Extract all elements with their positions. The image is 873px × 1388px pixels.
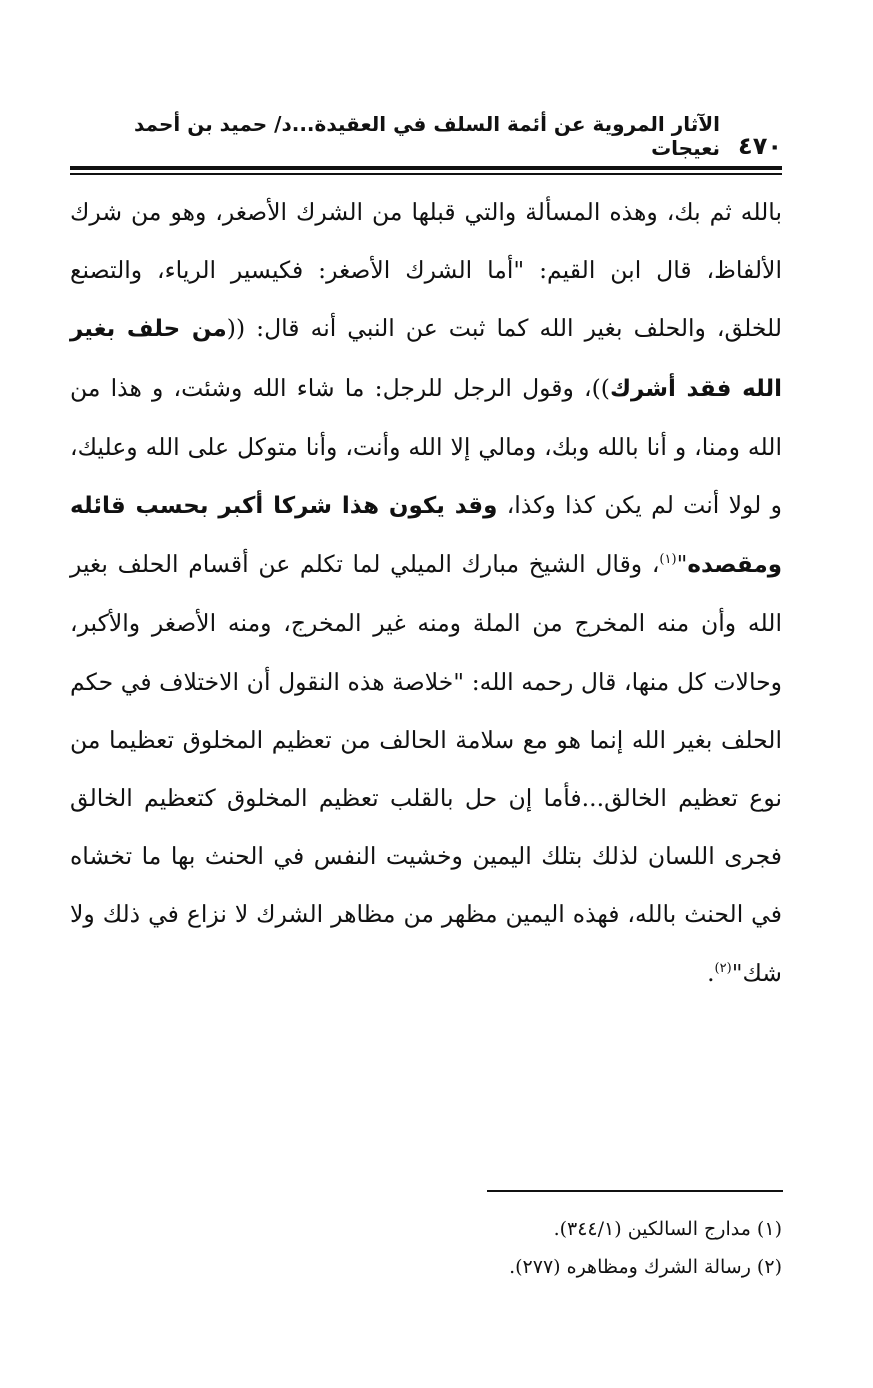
- footnote-ref-1[interactable]: (١): [659, 552, 677, 568]
- footnote-1: (١) مدارج السالكين (٣٤٤/١).: [553, 1218, 782, 1240]
- header-rule-thick: [70, 166, 782, 170]
- hadith-quote: من حلف بغير الله فقد أشرك: [70, 316, 782, 402]
- text-segment: بالله ثم بك، وهذه المسألة والتي قبلها من الشرك الأصغر، وهو من شرك الألفاظ، قال ابن القيم: "أما الشرك الأصغر: فكيسير الرياء، والتصنع للخلق، والحلف بغير الله كما ثبت عن النبي أنه قال: ((: [70, 198, 783, 343]
- footnote-ref-2[interactable]: (٢): [714, 960, 732, 976]
- footnote-2: (٢) رسالة الشرك ومظاهره (٢٧٧).: [509, 1256, 782, 1278]
- text-segment: ": [676, 550, 688, 579]
- page-number: ٤٧٠: [738, 132, 782, 160]
- text-segment: .: [707, 958, 715, 987]
- footnotes: [70, 1210, 782, 1286]
- running-title: الآثار المروية عن أئمة السلف في العقيدة...د/ حميد بن أحمد نعيجات: [134, 112, 721, 160]
- main-text: [70, 183, 782, 1002]
- header-rule-thin: [70, 173, 782, 175]
- text-segment: ، وقال الشيخ مبارك الميلي لما تكلم عن أقسام الحلف بغير الله وأن منه المخرج من الملة ومنه غير المخرج، ومنه الأصغر والأكبر، وحالات كل منها، قال رحمه الله: "خلاصة هذه النقول أن الاختلاف في حكم الحلف بغير الله إنما هو مع سلامة الحالف من تعظيم المخلوق تعظيما من نوع تعظيم الخالق...فأما إن حل بالقلب تعظيم المخلوق كتعظيم الخالق فجرى اللسان لذلك بتلك اليمين وخشيت النفس في الحنث بها ما تخشاه في الحنث بالله، فهذه اليمين مظهر من مظاهر الشرك لا نزاع في ذلك ولا شك": [70, 550, 782, 987]
- emphasized-quote: وقد يكون هذا شركا أكبر بحسب قائله ومقصده: [70, 493, 782, 579]
- footnote-separator: [487, 1190, 783, 1192]
- text-segment: ))، وقول الرجل للرجل: ما شاء الله وشئت، و هذا من الله ومنا، و أنا بالله وبك، ومالي إلا الله وأنت، وأنا متوكل على الله وعليك، و لولا أنت لم يكن كذا وكذا،: [70, 373, 782, 520]
- page-header: [70, 112, 782, 160]
